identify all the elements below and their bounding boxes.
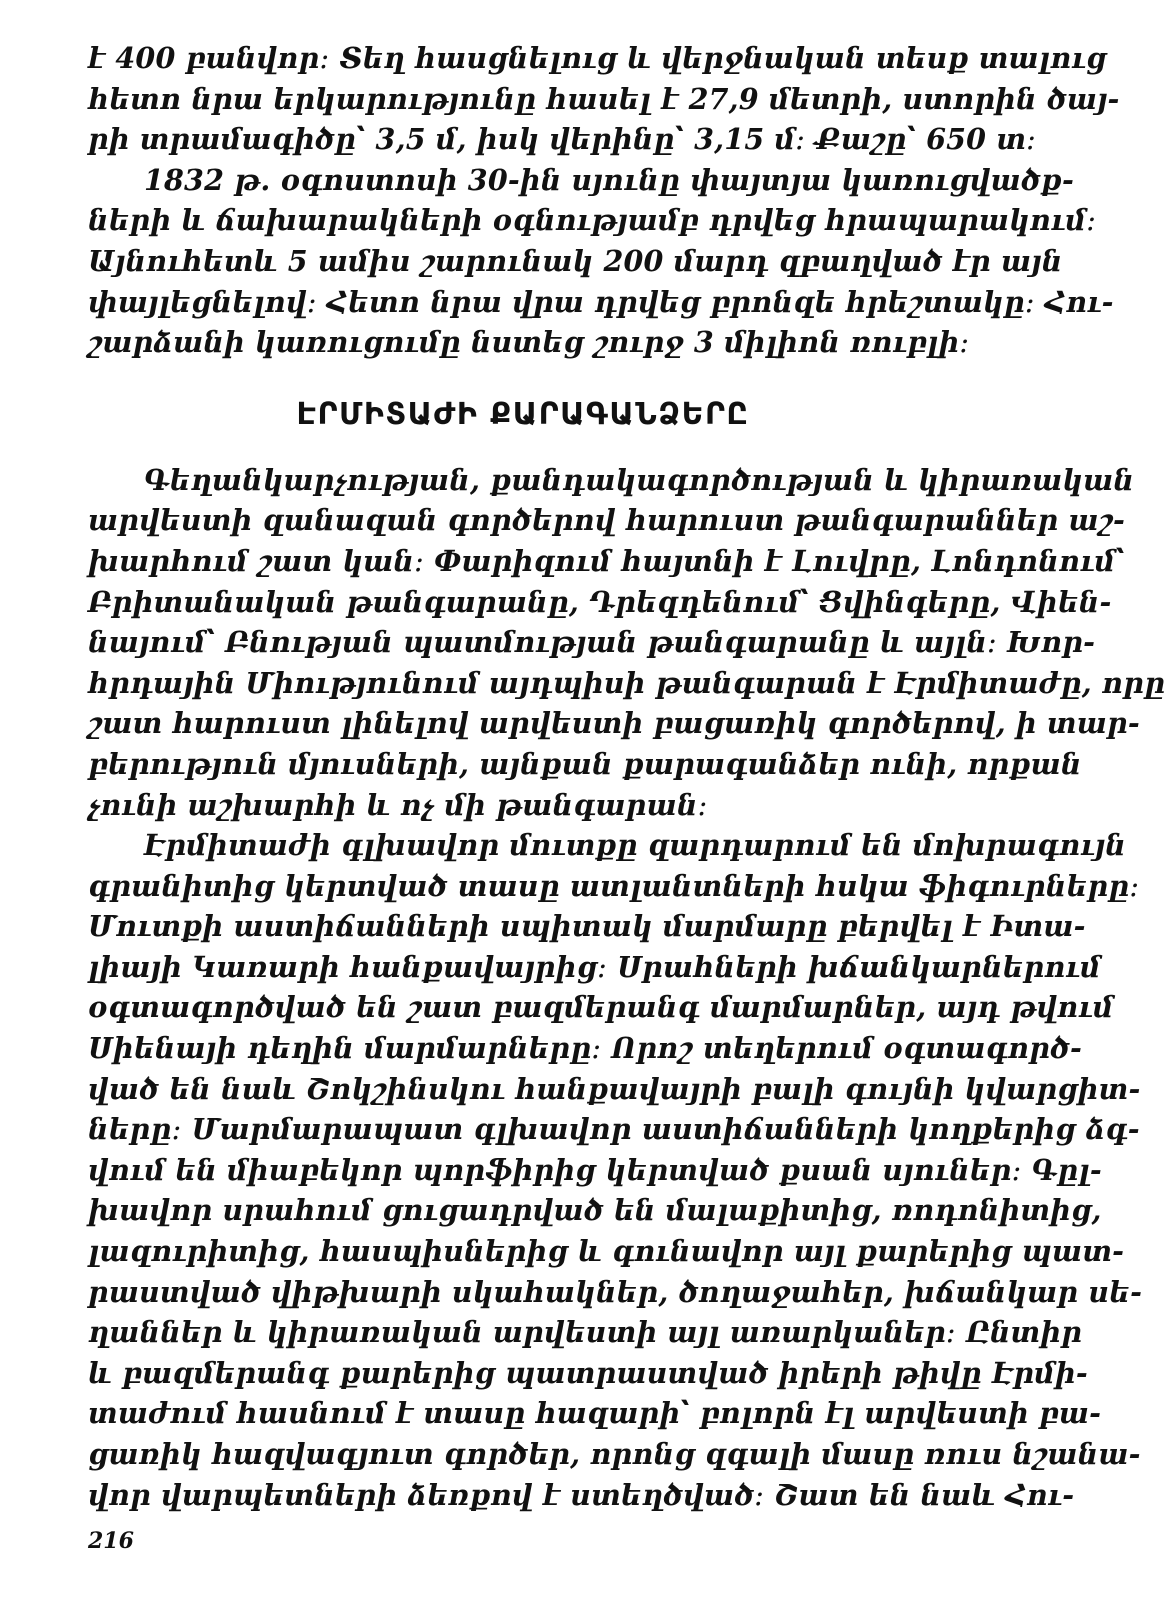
page-number: 216	[88, 1528, 134, 1554]
text-line: ների և ճախարակների օգնությամբ դրվեց հրապարակում։	[88, 203, 1097, 238]
continuation-paragraph	[88, 38, 1120, 363]
text-line: րաստված վիթխարի սկահակներ, ծողաջահեր, խճանկար սե-	[88, 1274, 1143, 1309]
text-line: գրանիտից կերտված տասը ատլանտների հսկա ֆիգուրները։	[88, 868, 1140, 903]
text-line: է 400 բանվոր։ Տեղ հասցնելուց և վերջնական տեսք տալուց	[88, 41, 1107, 75]
text-line: օգտագործված են շատ բազմերանգ մարմարներ, այդ թվում	[88, 990, 1114, 1025]
text-line: Մուտքի աստիճանների սպիտակ մարմարը բերվել է Իտա-	[88, 909, 1086, 944]
text-line: արվեստի զանազան գործերով հարուստ թանգարաններ աշ-	[88, 503, 1126, 538]
text-line: ցառիկ հազվագյուտ գործեր, որոնց զգալի մասը ռուս նշանա-	[88, 1437, 1141, 1471]
text-line: խարհում շատ կան։ Փարիզում հայտնի է Լուվրը, Լոնդոնում՝	[88, 543, 1125, 578]
text-line: վում են միաբեկոր պորֆիրից կերտված քսան սյուներ։ Գըլ-	[88, 1152, 1102, 1187]
text-line: նայում՝ Բնության պատմության թանգարանը և այլն։ Խոր-	[88, 625, 1096, 660]
text-line: Սիենայի դեղին մարմարները։ Որոշ տեղերում օգտագործ-	[88, 1031, 1083, 1066]
text-line: բերություն մյուսների, այնքան քարագանձեր ունի, որքան	[88, 746, 1082, 781]
text-line: ները։ Մարմարապատ գլխավոր աստիճանների կողքերից ձգ-	[88, 1112, 1140, 1147]
text-line: Այնուհետև 5 ամիս շարունակ 200 մարդ զբաղված էր այն	[88, 243, 1063, 278]
paragraph-museums	[88, 460, 1165, 825]
text-line: ղաններ և կիրառական արվեստի այլ առարկաներ։ Ընտիր	[88, 1315, 1083, 1350]
text-line: ված են նաև Շոկշինսկու հանքավայրի բալի գույնի կվարցիտ-	[88, 1071, 1141, 1106]
text-line: շարձանի կառուցումը նստեց շուրջ 3 միլիոն ռուբլի։	[88, 325, 970, 360]
text-line: վոր վարպետների ձեռքով է ստեղծված։ Շատ են նաև Հու-	[88, 1477, 1075, 1512]
text-line: 1832 թ. օգոստոսի 30-ին սյունը փայտյա կառուցվածք-	[144, 162, 1074, 197]
text-line: հրդային Միությունում այդպիսի թանգարան է Էրմիտաժը, որը	[88, 665, 1165, 700]
text-line: Էրմիտաժի գլխավոր մուտքը զարդարում են մոխրագույն	[144, 828, 1126, 863]
text-line: լազուրիտից, հասպիսներից և գունավոր այլ քարերից պատ-	[88, 1234, 1125, 1269]
text-line: Բրիտանական թանգարանը, Դրեզդենում՝ Ցվինգերը, Վիեն-	[88, 584, 1112, 619]
page-body	[88, 38, 1165, 1515]
text-line: հետո նրա երկարությունը հասել է 27,9 մետրի, ստորին ծայ-	[88, 81, 1120, 116]
paragraph-hermitage-stones	[88, 825, 1143, 1515]
text-line: փայլեցնելով։ Հետո նրա վրա դրվեց բրոնզե հրեշտակը։ Հու-	[88, 284, 1114, 319]
text-line: տաժում հասնում է տասը հազարի՝ բոլորն էլ արվեստի բա-	[88, 1396, 1102, 1431]
section-heading: ԷՐՄԻՏԱԺԻ ՔԱՐԱԳԱՆՁԵՐԸ	[296, 396, 750, 432]
text-line: խավոր սրահում ցուցադրված են մալաքիտից, ռոդոնիտից,	[88, 1193, 1102, 1228]
text-line: րի տրամագիծը՝ 3,5 մ, իսկ վերինը՝ 3,15 մ։ Քաշը՝ 650 տ։	[88, 122, 1037, 157]
text-line: Գեղանկարչության, քանդակագործության և կիրառական	[144, 462, 1135, 497]
text-line: շատ հարուստ լինելով արվեստի բացառիկ գործերով, ի տար-	[88, 706, 1140, 741]
text-line: չունի աշխարհի և ոչ մի թանգարան։	[88, 787, 708, 822]
text-line: լիայի Կառարի հանքավայրից։ Սրահների խճանկարներում	[88, 949, 1101, 984]
text-line: և բազմերանգ քարերից պատրաստված իրերի թիվը Էրմի-	[88, 1355, 1088, 1390]
